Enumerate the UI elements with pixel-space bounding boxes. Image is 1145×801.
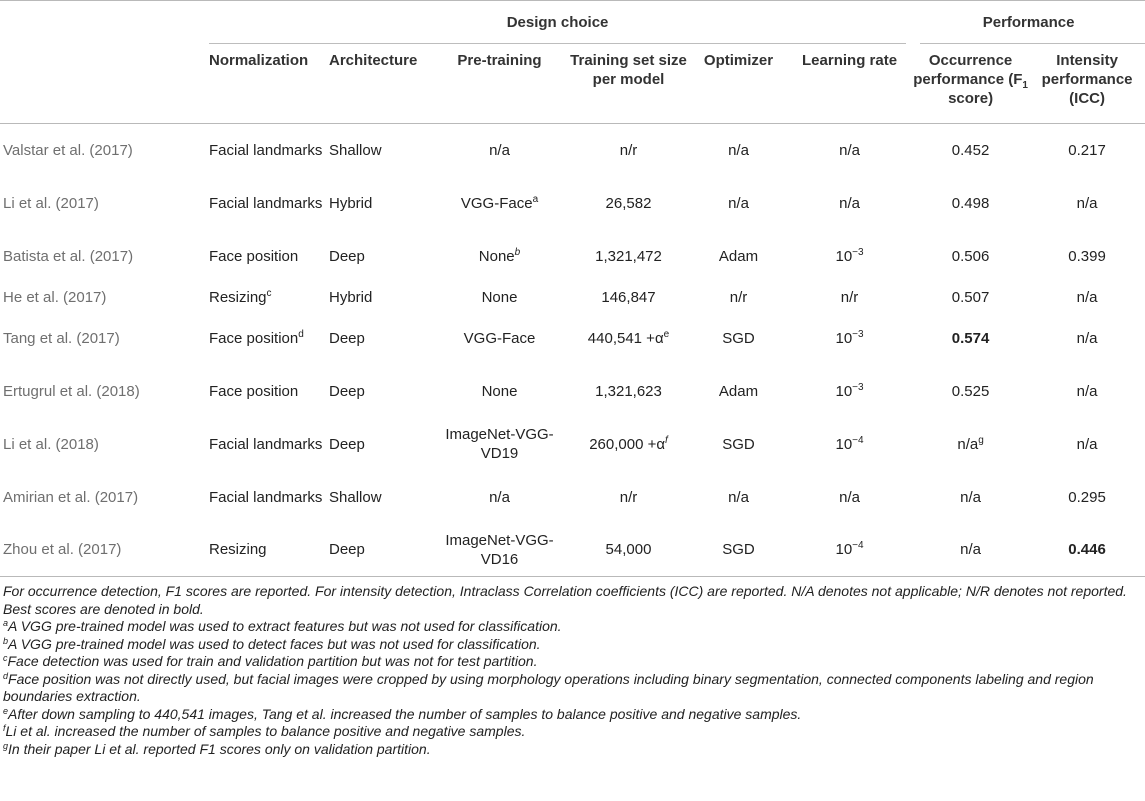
occurrence-cell: 0.498: [951, 194, 990, 212]
intensity-cell: n/a: [1076, 435, 1098, 453]
occurrence-cell: 0.525: [951, 382, 990, 400]
footnote-e: [3, 706, 1141, 724]
normalization-text: Resizing: [209, 288, 267, 306]
footnote-letter: a: [3, 618, 9, 628]
architecture-cell: Deep: [329, 435, 365, 453]
author-cell: Li et al. (2018): [3, 435, 99, 453]
best-score: 0.574: [951, 329, 990, 347]
intensity-cell: n/a: [1076, 382, 1098, 400]
architecture-cell: Deep: [329, 329, 365, 347]
table-footnotes: [0, 577, 1145, 758]
training-size-text: 260,000 +α: [589, 435, 666, 453]
pretraining-cell: [432, 177, 567, 230]
footnote-text: Li et al. increased the number of samples to balance positive and negative samples.: [5, 723, 526, 739]
optimizer-cell: n/a: [728, 141, 749, 159]
footnote-text: In their paper Li et al. reported F1 scores only on validation partition.: [8, 740, 431, 757]
learning-rate-cell: n/a: [839, 488, 860, 506]
col-normalization: Normalization: [209, 51, 309, 69]
footnote-f: [3, 723, 1141, 741]
normalization-cell: Face position: [209, 247, 299, 265]
table-row: [0, 124, 1145, 177]
occurrence-text: n/a: [957, 435, 979, 453]
occurrence-cell: 0.506: [951, 247, 990, 265]
training-size-cell: 146,847: [601, 288, 656, 306]
occurrence-cell: [912, 312, 1029, 365]
architecture-cell: Shallow: [329, 141, 382, 159]
optimizer-cell: SGD: [722, 329, 755, 347]
footnote-letter: d: [3, 670, 9, 681]
footnote-letter: b: [3, 635, 9, 646]
footnote-text: Face position was not directly used, but facial images were cropped by using morphology operations including binary segmentation, connected components labeling and region boundaries extraction.: [3, 670, 1094, 704]
col-optimizer: Optimizer: [703, 51, 774, 69]
footnote-letter: e: [3, 705, 9, 716]
performance-header: Performance: [912, 1, 1145, 44]
normalization-cell: [203, 312, 325, 365]
pretraining-cell: None: [481, 288, 518, 306]
table-row: [0, 312, 1145, 365]
normalization-cell: Resizing: [209, 541, 267, 559]
architecture-cell: Deep: [329, 541, 365, 559]
optimizer-cell: Adam: [718, 382, 759, 400]
author-cell: Zhou et al. (2017): [3, 541, 122, 559]
learning-rate-cell: [787, 524, 912, 577]
table-row: [0, 365, 1145, 418]
col-architecture: Architecture: [329, 51, 418, 69]
footnote-letter: f: [3, 723, 6, 733]
training-size-cell: 54,000: [605, 541, 652, 559]
learning-rate-cell: [787, 365, 912, 418]
pretraining-text: VGG-Face: [460, 194, 533, 212]
footnote-letter: c: [3, 653, 8, 663]
author-cell: Valstar et al. (2017): [3, 141, 133, 159]
intensity-cell: [1029, 524, 1145, 577]
footnote-letter: g: [3, 740, 9, 751]
intensity-cell: 0.399: [1068, 247, 1106, 265]
architecture-cell: Hybrid: [329, 194, 373, 212]
author-cell: Li et al. (2017): [3, 194, 99, 212]
intensity-cell: n/a: [1076, 329, 1098, 347]
learning-rate-base: 10: [835, 435, 853, 453]
col-pretraining: Pre-training: [457, 51, 542, 69]
training-size-cell: n/r: [619, 141, 638, 159]
footnote-text: Face detection was used for train and validation partition but was not for test partition.: [7, 653, 538, 669]
pretraining-text: None: [478, 247, 515, 265]
intensity-cell: n/a: [1076, 288, 1098, 306]
learning-rate-cell: [787, 418, 912, 471]
pretraining-cell: n/a: [489, 488, 510, 506]
footnote-a: [3, 618, 1141, 636]
learning-rate-exponent: −3: [852, 328, 864, 340]
occurrence-cell: n/a: [960, 488, 981, 506]
best-score: 0.446: [1068, 541, 1106, 559]
architecture-cell: Deep: [329, 247, 365, 265]
normalization-cell: Facial landmarks: [209, 435, 323, 453]
table-row: [0, 471, 1145, 524]
occurrence-cell: 0.507: [951, 288, 990, 306]
pretraining-cell: ImageNet-VGG-VD19: [445, 426, 554, 462]
col-training-size: Training set size per model: [570, 51, 687, 88]
footnote-marker: e: [663, 328, 670, 340]
col-occurrence: Occurrence performance ($F_1$ score): [913, 51, 1028, 107]
footnote-marker: b: [514, 246, 521, 258]
architecture-cell: Shallow: [329, 488, 382, 506]
pretraining-cell: None: [481, 382, 518, 400]
normalization-cell: Facial landmarks: [209, 194, 323, 212]
intensity-cell: 0.295: [1068, 488, 1106, 506]
author-cell: Ertugrul et al. (2018): [3, 382, 140, 400]
occurrence-cell: [912, 418, 1029, 471]
footnote-text: A VGG pre-trained model was used to extract features but was not used for classification.: [8, 618, 562, 634]
optimizer-cell: n/a: [728, 194, 749, 212]
normalization-text: Face position: [209, 329, 299, 347]
learning-rate-exponent: −3: [852, 246, 864, 258]
author-cell: Tang et al. (2017): [3, 329, 120, 347]
intensity-cell: n/a: [1076, 194, 1098, 212]
optimizer-cell: SGD: [722, 435, 755, 453]
optimizer-cell: n/a: [728, 488, 749, 506]
learning-rate-cell: n/a: [839, 141, 860, 159]
learning-rate-base: 10: [835, 329, 853, 347]
footnote-c: [3, 653, 1141, 671]
pretraining-cell: VGG-Face: [463, 329, 536, 347]
training-size-cell: 1,321,472: [595, 247, 662, 265]
author-cell: Amirian et al. (2017): [3, 488, 139, 506]
footnote-marker: f: [665, 434, 668, 446]
learning-rate-base: 10: [835, 247, 853, 265]
training-size-cell: [567, 418, 690, 471]
intensity-cell: 0.217: [1068, 141, 1106, 159]
table-row: [0, 177, 1145, 230]
footnote-g: [3, 741, 1141, 759]
author-cell: He et al. (2017): [3, 288, 107, 306]
footnote-text: A VGG pre-trained model was used to detect faces but was not used for classification.: [8, 635, 541, 652]
learning-rate-exponent: −4: [852, 540, 864, 552]
footnote-text: After down sampling to 440,541 images, Tang et al. increased the number of samples to balance positive and negative samples.: [8, 705, 802, 722]
footnote-main: For occurrence detection, F1 scores are reported. For intensity detection, Intraclass Correlation coefficients (ICC) are reported. N/A denotes not applicable; N/R denotes not reported. Best scores are denoted in bold.: [3, 583, 1127, 617]
learning-rate-cell: [787, 230, 912, 283]
footnote-b: [3, 636, 1141, 654]
table-row: [0, 283, 1145, 312]
normalization-cell: Facial landmarks: [209, 141, 323, 159]
footnote-marker: a: [532, 193, 539, 205]
architecture-cell: Hybrid: [329, 288, 373, 306]
pretraining-cell: [432, 230, 567, 283]
design-choice-header: Design choice: [203, 1, 912, 44]
normalization-cell: Face position: [209, 382, 299, 400]
training-size-cell: 1,321,623: [595, 382, 662, 400]
optimizer-cell: Adam: [718, 247, 759, 265]
table-row: [0, 230, 1145, 283]
training-size-text: 440,541 +α: [587, 329, 664, 347]
col-intensity: Intensity performance (ICC): [1041, 51, 1133, 107]
optimizer-cell: n/r: [729, 288, 748, 306]
optimizer-cell: SGD: [722, 541, 755, 559]
occurrence-cell: 0.452: [951, 141, 990, 159]
pretraining-cell: ImageNet-VGG-VD16: [445, 531, 554, 568]
pretraining-cell: n/a: [489, 141, 510, 159]
footnote-marker: d: [298, 328, 304, 340]
table-row: [0, 418, 1145, 471]
footnote-marker: g: [978, 434, 984, 446]
footnote-d: [3, 671, 1141, 706]
author-cell: Batista et al. (2017): [3, 247, 134, 265]
learning-rate-cell: [787, 312, 912, 365]
learning-rate-cell: n/a: [839, 194, 860, 212]
learning-rate-exponent: −4: [852, 434, 864, 446]
training-size-cell: n/r: [619, 488, 638, 506]
normalization-cell: [203, 283, 325, 312]
learning-rate-base: 10: [835, 541, 853, 559]
header-author: [0, 44, 203, 124]
training-size-cell: 26,582: [605, 194, 652, 212]
table-row: [0, 524, 1145, 577]
training-size-cell: [567, 312, 690, 365]
learning-rate-cell: n/r: [840, 288, 859, 306]
occurrence-cell: n/a: [960, 541, 981, 559]
architecture-cell: Deep: [329, 382, 365, 400]
header-empty: [0, 1, 203, 44]
footnote-marker: c: [266, 287, 272, 299]
learning-rate-base: 10: [835, 382, 853, 400]
normalization-cell: Facial landmarks: [209, 488, 323, 506]
col-learning-rate: Learning rate: [802, 51, 898, 69]
learning-rate-exponent: −3: [852, 381, 864, 393]
